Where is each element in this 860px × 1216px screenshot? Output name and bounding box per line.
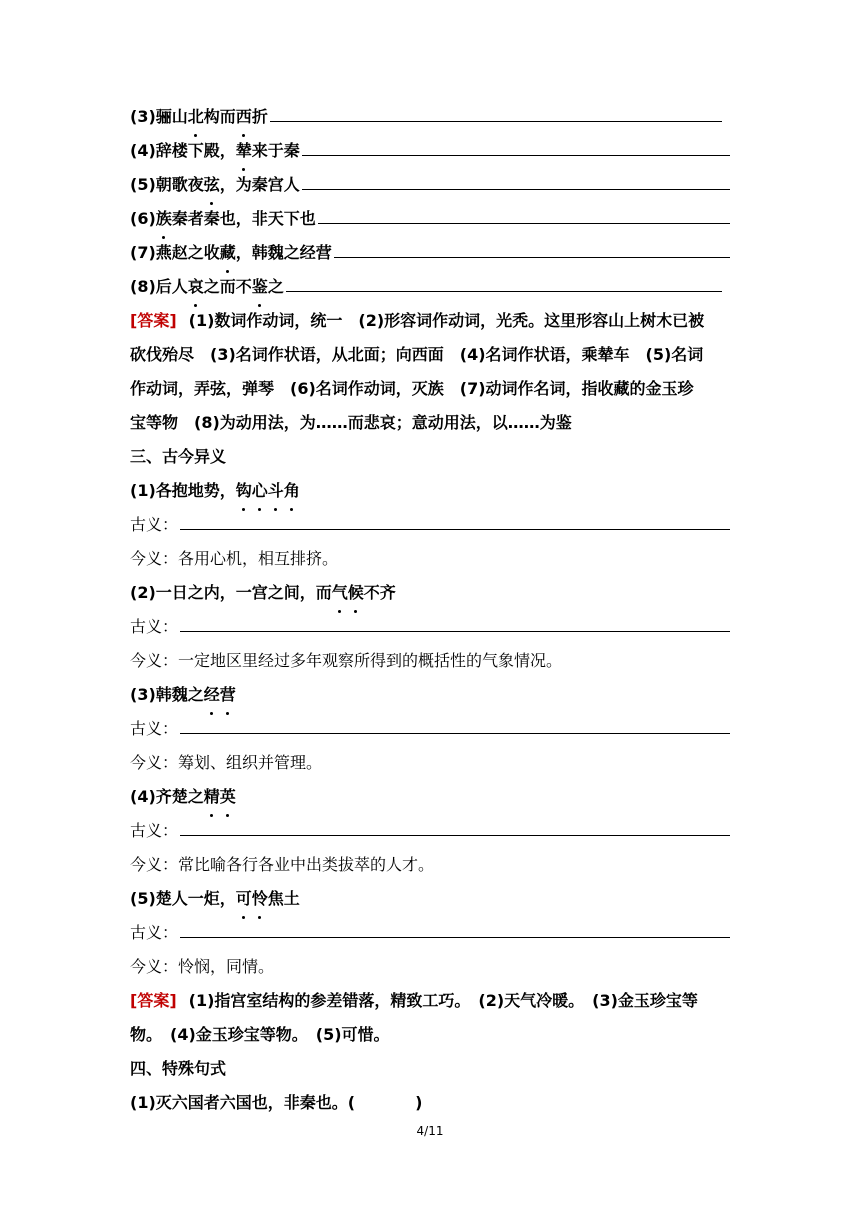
answer-block-1 [130, 304, 730, 440]
answer-blank-line[interactable] [180, 509, 730, 530]
item-text: 构而 [203, 107, 236, 126]
answer-blank-line[interactable] [180, 815, 730, 836]
part3-question [130, 576, 730, 610]
modern-meaning: 今义：一定地区里经过多年观察所得到的概括性的气象情况。 [130, 651, 563, 670]
emphasis-char: 西 [236, 100, 252, 134]
item-text: ，为秦宫人 [219, 175, 300, 194]
answer-block-2 [130, 984, 730, 1052]
ancient-label: 古义： [130, 515, 179, 534]
item-text: (5)楚人一炬， [130, 889, 236, 908]
emphasis-word [236, 882, 268, 916]
emphasis-char: 经 [204, 678, 220, 712]
ancient-meaning-row [130, 916, 730, 950]
emphasis-char: 辇 [236, 134, 252, 168]
emphasis-word [204, 678, 236, 712]
part4-close: ) [415, 1093, 423, 1112]
item-text: 之 [267, 277, 284, 296]
part3-question [130, 882, 730, 916]
part3-question [130, 678, 730, 712]
answer1-line: 砍伐殆尽 (3)名词作状语，从北面；向西面 (4)名词作状语，乘辇车 (5)名词 [130, 345, 704, 364]
emphasis-word [236, 474, 300, 508]
emphasis-char: 北 [188, 100, 204, 134]
answer-blank-line[interactable] [286, 271, 722, 292]
answer-blank-line[interactable] [270, 101, 722, 122]
item-text: (7)燕赵之收 [130, 243, 220, 262]
item-text: (6) [130, 209, 156, 228]
section3-title: 三、古今异义 [130, 447, 227, 466]
answer-label: [答案] [130, 991, 177, 1010]
answer-blank-line[interactable] [302, 135, 730, 156]
part3-question [130, 780, 730, 814]
ancient-label: 古义： [130, 923, 179, 942]
emphasis-char: 哀 [188, 270, 204, 304]
item-text: (3)韩魏之 [130, 685, 204, 704]
part2-item [130, 236, 730, 270]
item-text: (1)各抱地势， [130, 481, 236, 500]
modern-meaning: 今义：筹划、组织并管理。 [130, 753, 323, 772]
ancient-meaning-row [130, 814, 730, 848]
part2-item [130, 168, 730, 202]
answer1-line: (1)数词作动词，统一 (2)形容词作动词，光秃。这里形容山上树木已被 [188, 311, 705, 330]
modern-meaning: 今义：怜悯，同情。 [130, 957, 275, 976]
item-text: (3)骊山 [130, 107, 188, 126]
ancient-meaning-row [130, 712, 730, 746]
item-text: 之而不 [203, 277, 252, 296]
emphasis-word [204, 780, 236, 814]
emphasis-char: 心 [252, 474, 268, 508]
item-text: 秦者秦也，非天下也 [171, 209, 316, 228]
item-text: 来于秦 [251, 141, 300, 160]
item-text: 不齐 [363, 583, 396, 602]
emphasis-char: 营 [220, 678, 236, 712]
ancient-label: 古义： [130, 821, 179, 840]
emphasis-char: 斗 [268, 474, 284, 508]
item-text: 焦土 [267, 889, 300, 908]
item-text: (4)辞楼下殿， [130, 141, 236, 160]
emphasis-char: 气 [332, 576, 348, 610]
emphasis-char: 族 [156, 202, 172, 236]
emphasis-char: 怜 [252, 882, 268, 916]
emphasis-char: 角 [284, 474, 300, 508]
answer-blank-line[interactable] [302, 169, 730, 190]
emphasis-char: 可 [236, 882, 252, 916]
modern-meaning: 今义：各用心机，相互排挤。 [130, 549, 339, 568]
emphasis-word [332, 576, 364, 610]
part3-list [130, 474, 730, 984]
emphasis-char: 钩 [236, 474, 252, 508]
answer1-line: 宝等物 (8)为动用法，为……而悲哀；意动用法，以……为鉴 [130, 413, 572, 432]
part2-list [130, 100, 730, 304]
emphasis-char: 英 [220, 780, 236, 814]
part2-item [130, 270, 730, 304]
page-number: 4/11 [416, 1124, 444, 1138]
answer-blank-line[interactable] [180, 713, 730, 734]
part4-item-text: (1)灭六国者六国也，非秦也。( [130, 1093, 356, 1112]
emphasis-char: 鉴 [252, 270, 268, 304]
modern-meaning: 今义：常比喻各行各业中出类拔萃的人才。 [130, 855, 435, 874]
item-text: (5)朝歌夜 [130, 175, 204, 194]
answer-blank-line[interactable] [334, 237, 730, 258]
answer2-line: 物。 (4)金玉珍宝等物。 (5)可惜。 [130, 1025, 390, 1044]
emphasis-char: 藏 [220, 236, 236, 270]
ancient-label: 古义： [130, 719, 179, 738]
answer-blank-line[interactable] [318, 203, 730, 224]
emphasis-char: 弦 [204, 168, 220, 202]
ancient-meaning-row [130, 610, 730, 644]
item-text: (4)齐楚之 [130, 787, 204, 806]
ancient-label: 古义： [130, 617, 179, 636]
item-text: (2)一日之内，一宫之间，而 [130, 583, 332, 602]
part4-item [130, 1086, 730, 1120]
ancient-meaning-row [130, 508, 730, 542]
part3-question [130, 474, 730, 508]
answer-blank-line[interactable] [180, 917, 730, 938]
answer-blank-line[interactable] [180, 611, 730, 632]
item-text: (8)后人 [130, 277, 188, 296]
part2-item [130, 202, 730, 236]
document-page [130, 100, 730, 1120]
section4-title: 四、特殊句式 [130, 1059, 227, 1078]
answer2-line: (1)指宫室结构的参差错落，精致工巧。 (2)天气冷暖。 (3)金玉珍宝等 [188, 991, 698, 1010]
emphasis-char: 精 [204, 780, 220, 814]
part2-item [130, 134, 730, 168]
item-text: 折 [251, 107, 268, 126]
part2-item [130, 100, 730, 134]
answer1-line: 作动词，弄弦，弹琴 (6)名词作动词，灭族 (7)动词作名词，指收藏的金玉珍 [130, 379, 694, 398]
item-text: ，韩魏之经营 [235, 243, 332, 262]
emphasis-char: 候 [348, 576, 364, 610]
answer-label: [答案] [130, 311, 177, 330]
